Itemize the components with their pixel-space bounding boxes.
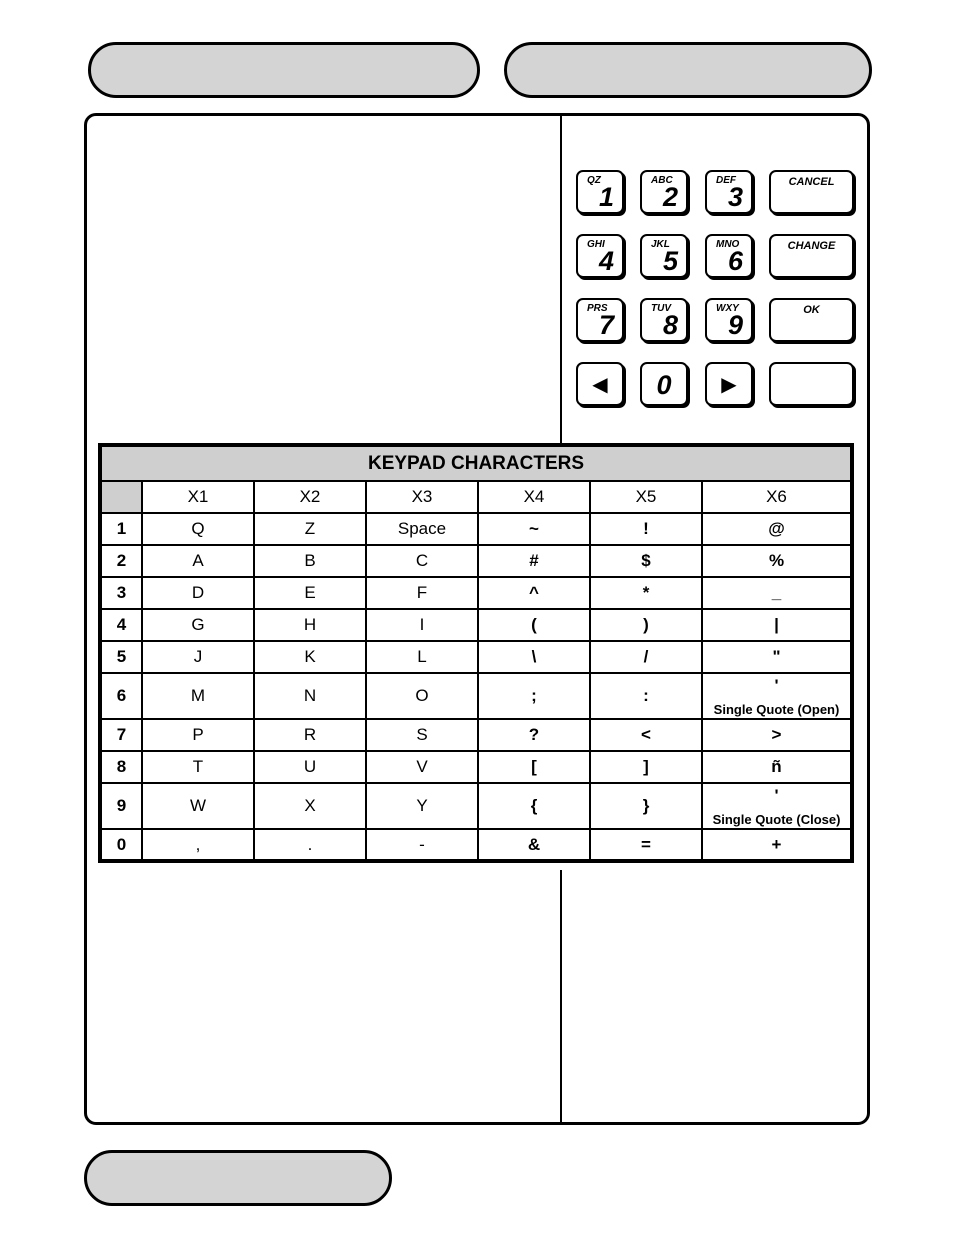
table-cell: V [366, 751, 478, 783]
row-number: 9 [100, 783, 142, 829]
cancel-key-label: CANCEL [788, 176, 835, 188]
table-row [100, 783, 852, 829]
table-cell: } [590, 783, 702, 829]
right-arrow-icon: ▶ [721, 373, 737, 396]
table-row [100, 751, 852, 783]
table-cell: > [702, 719, 852, 751]
key-7-digit: 7 [598, 310, 614, 340]
table-cell: F [366, 577, 478, 609]
table-cell: T [142, 751, 254, 783]
table-cell: @ [702, 513, 852, 545]
table-cell: ! [590, 513, 702, 545]
table-cell: L [366, 641, 478, 673]
key-4-digit: 4 [598, 246, 614, 276]
table-cell: W [142, 783, 254, 829]
right-arrow-key[interactable] [705, 362, 753, 406]
key-3[interactable] [705, 170, 753, 214]
table-cell: B [254, 545, 366, 577]
row-number: 2 [100, 545, 142, 577]
table-cell [702, 673, 852, 719]
table-cell: \ [478, 641, 590, 673]
keypad-characters-table [98, 443, 854, 863]
key-3-letters: DEF [716, 175, 736, 186]
table-cell: $ [590, 545, 702, 577]
table-cell: ~ [478, 513, 590, 545]
table-cell: O [366, 673, 478, 719]
key-9[interactable] [705, 298, 753, 342]
ok-key-label: OK [803, 304, 820, 316]
key-1[interactable] [576, 170, 624, 214]
change-key[interactable] [769, 234, 854, 278]
column-header: X1 [142, 481, 254, 513]
key-1-digit: 1 [598, 182, 614, 212]
row-number: 6 [100, 673, 142, 719]
table-cell: G [142, 609, 254, 641]
table-cell: Z [254, 513, 366, 545]
key-2[interactable] [640, 170, 688, 214]
blank-key[interactable] [769, 362, 854, 406]
table-cell: S [366, 719, 478, 751]
key-5[interactable] [640, 234, 688, 278]
table-row [100, 829, 852, 861]
row-number: 8 [100, 751, 142, 783]
table-cell: U [254, 751, 366, 783]
table-cell: ] [590, 751, 702, 783]
table-cell: R [254, 719, 366, 751]
key-9-letters: WXY [716, 303, 739, 314]
table-cell: C [366, 545, 478, 577]
row-number: 5 [100, 641, 142, 673]
table-cell: M [142, 673, 254, 719]
table-row [100, 719, 852, 751]
column-divider-bottom [560, 870, 562, 1122]
key-9-digit: 9 [727, 310, 743, 340]
key-6-letters: MNO [716, 239, 740, 250]
table-row [100, 609, 852, 641]
table-cell: + [702, 829, 852, 861]
table-cell: - [366, 829, 478, 861]
row-number: 4 [100, 609, 142, 641]
table-cell: ; [478, 673, 590, 719]
table-cell: ) [590, 609, 702, 641]
ok-key[interactable] [769, 298, 854, 342]
key-1-letters: QZ [587, 175, 601, 186]
key-7[interactable] [576, 298, 624, 342]
table-cell: N [254, 673, 366, 719]
cell-symbol: ' [774, 785, 779, 805]
table-cell: " [702, 641, 852, 673]
cancel-key[interactable] [769, 170, 854, 214]
table-cell: { [478, 783, 590, 829]
table-cell: K [254, 641, 366, 673]
key-4-letters: GHI [587, 239, 605, 250]
key-0[interactable] [640, 362, 688, 406]
key-5-digit: 5 [662, 246, 678, 276]
key-3-digit: 3 [727, 182, 743, 212]
row-number: 0 [100, 829, 142, 861]
left-arrow-key[interactable] [576, 362, 624, 406]
left-arrow-icon: ◀ [592, 373, 608, 396]
table-title: KEYPAD CHARACTERS [100, 445, 852, 481]
table-cell: & [478, 829, 590, 861]
table-cell: , [142, 829, 254, 861]
cell-symbol: ' [774, 675, 779, 695]
row-number: 7 [100, 719, 142, 751]
table-cell: E [254, 577, 366, 609]
table-corner-cell [100, 481, 142, 513]
table-row [100, 673, 852, 719]
table-cell [702, 783, 852, 829]
table-cell: ? [478, 719, 590, 751]
change-key-label: CHANGE [787, 240, 836, 252]
column-header: X2 [254, 481, 366, 513]
table-cell: Y [366, 783, 478, 829]
key-2-letters: ABC [651, 175, 673, 186]
table-cell: J [142, 641, 254, 673]
key-7-letters: PRS [587, 303, 608, 314]
key-2-digit: 2 [662, 182, 678, 212]
table-header-row [100, 481, 852, 513]
key-5-letters: JKL [651, 239, 670, 250]
table-cell: = [590, 829, 702, 861]
table-cell: ( [478, 609, 590, 641]
table-cell: A [142, 545, 254, 577]
row-number: 3 [100, 577, 142, 609]
key-8-letters: TUV [651, 303, 671, 314]
row-number: 1 [100, 513, 142, 545]
table-row [100, 513, 852, 545]
column-header: X6 [702, 481, 852, 513]
header-tab-right [504, 42, 872, 98]
key-8[interactable] [640, 298, 688, 342]
table-cell: * [590, 577, 702, 609]
table-cell: / [590, 641, 702, 673]
column-header: X3 [366, 481, 478, 513]
cell-note: Single Quote (Open) [713, 701, 840, 717]
table-cell: _ [702, 577, 852, 609]
table-cell: # [478, 545, 590, 577]
header-tab-left [88, 42, 480, 98]
column-header: X5 [590, 481, 702, 513]
table-row [100, 545, 852, 577]
table-cell: ñ [702, 751, 852, 783]
key-0-digit: 0 [656, 370, 672, 400]
table-cell: Space [366, 513, 478, 545]
table-cell: . [254, 829, 366, 861]
table-row [100, 641, 852, 673]
table-cell: D [142, 577, 254, 609]
key-6-digit: 6 [727, 246, 743, 276]
column-divider-top [560, 116, 562, 444]
table-cell: < [590, 719, 702, 751]
table-cell: X [254, 783, 366, 829]
table-cell: I [366, 609, 478, 641]
table-cell: : [590, 673, 702, 719]
table-cell: P [142, 719, 254, 751]
footer-tab [84, 1150, 392, 1206]
column-header: X4 [478, 481, 590, 513]
table-row [100, 577, 852, 609]
key-4[interactable] [576, 234, 624, 278]
table-cell: | [702, 609, 852, 641]
table-cell: % [702, 545, 852, 577]
keypad-diagram [574, 168, 858, 410]
cell-note: Single Quote (Close) [712, 811, 841, 827]
key-6[interactable] [705, 234, 753, 278]
table-cell: [ [478, 751, 590, 783]
table-cell: ^ [478, 577, 590, 609]
table-cell: H [254, 609, 366, 641]
key-8-digit: 8 [662, 310, 678, 340]
table-cell: Q [142, 513, 254, 545]
